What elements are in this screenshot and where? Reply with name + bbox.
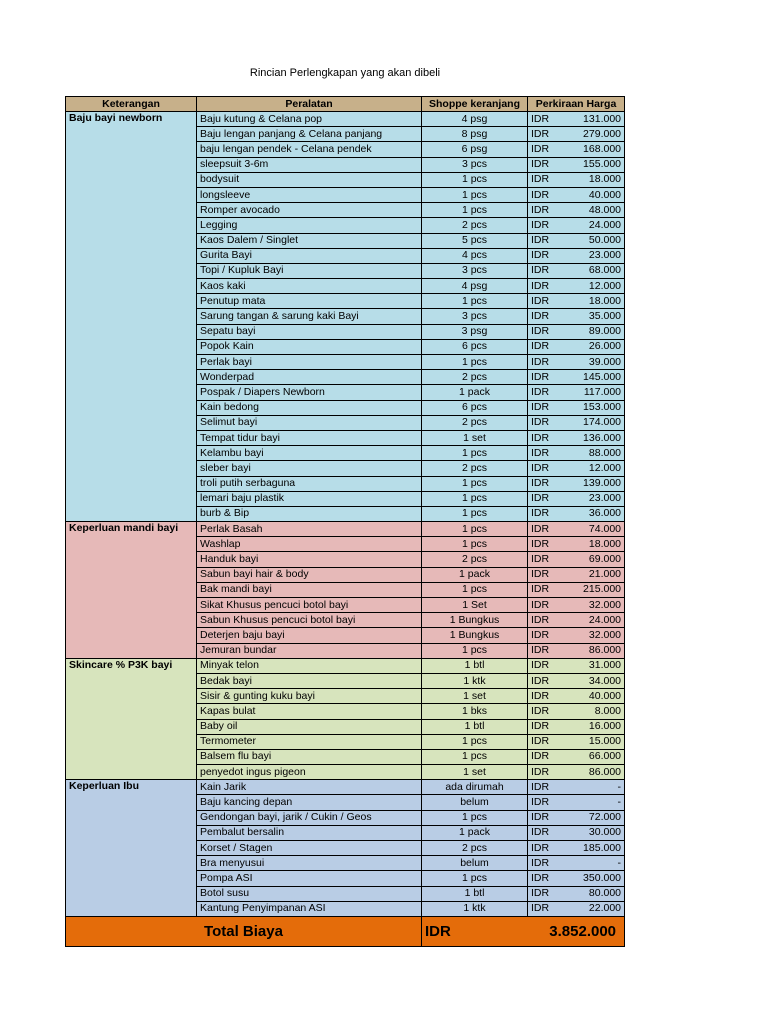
item-currency: IDR: [528, 886, 568, 901]
item-price: 40.000: [568, 187, 625, 202]
total-currency: IDR: [422, 916, 528, 946]
item-quantity: 1 Bungkus: [422, 613, 528, 628]
item-quantity: 1 set: [422, 765, 528, 780]
item-price: 12.000: [568, 461, 625, 476]
item-price: 50.000: [568, 233, 625, 248]
item-quantity: 1 pcs: [422, 810, 528, 825]
table-body: [66, 112, 625, 917]
item-quantity: 1 pack: [422, 567, 528, 582]
item-currency: IDR: [528, 537, 568, 552]
item-quantity: 1 pcs: [422, 643, 528, 658]
item-currency: IDR: [528, 294, 568, 309]
item-name: Kain bedong: [197, 400, 422, 415]
item-price: 32.000: [568, 628, 625, 643]
item-quantity: 1 bks: [422, 704, 528, 719]
item-quantity: 2 pcs: [422, 552, 528, 567]
total-label: Total Biaya: [66, 916, 422, 946]
item-price: 139.000: [568, 476, 625, 491]
item-quantity: 2 pcs: [422, 218, 528, 233]
item-price: 131.000: [568, 112, 625, 127]
item-currency: IDR: [528, 187, 568, 202]
item-quantity: 5 pcs: [422, 233, 528, 248]
item-quantity: 1 pcs: [422, 522, 528, 537]
item-quantity: 1 pcs: [422, 172, 528, 187]
item-name: Gurita Bayi: [197, 248, 422, 263]
header-row: [66, 97, 625, 112]
item-quantity: 1 pcs: [422, 734, 528, 749]
item-currency: IDR: [528, 613, 568, 628]
item-price: 18.000: [568, 294, 625, 309]
item-name: sleber bayi: [197, 461, 422, 476]
item-quantity: 4 psg: [422, 112, 528, 127]
item-quantity: 3 psg: [422, 324, 528, 339]
item-price: 86.000: [568, 765, 625, 780]
item-price: 117.000: [568, 385, 625, 400]
item-currency: IDR: [528, 218, 568, 233]
item-currency: IDR: [528, 780, 568, 795]
item-name: Topi / Kupluk Bayi: [197, 263, 422, 278]
table-row: [66, 658, 625, 673]
item-name: Bra menyusui: [197, 856, 422, 871]
item-name: Tempat tidur bayi: [197, 430, 422, 445]
item-quantity: 1 pcs: [422, 491, 528, 506]
item-quantity: 1 pack: [422, 825, 528, 840]
item-name: Selimut bayi: [197, 415, 422, 430]
item-currency: IDR: [528, 203, 568, 218]
item-quantity: 8 psg: [422, 127, 528, 142]
item-quantity: 2 pcs: [422, 841, 528, 856]
item-name: Baju kutung & Celana pop: [197, 112, 422, 127]
header-keterangan: Keterangan: [66, 97, 197, 112]
item-price: 350.000: [568, 871, 625, 886]
item-quantity: 1 pcs: [422, 476, 528, 491]
item-price: 12.000: [568, 279, 625, 294]
item-name: Kantung Penyimpanan ASI: [197, 901, 422, 916]
item-quantity: 4 pcs: [422, 248, 528, 263]
item-price: 168.000: [568, 142, 625, 157]
item-quantity: 1 Bungkus: [422, 628, 528, 643]
item-quantity: 1 pack: [422, 385, 528, 400]
item-quantity: 2 pcs: [422, 461, 528, 476]
item-currency: IDR: [528, 856, 568, 871]
item-price: 36.000: [568, 506, 625, 521]
item-price: 68.000: [568, 263, 625, 278]
item-currency: IDR: [528, 446, 568, 461]
item-price: 15.000: [568, 734, 625, 749]
item-currency: IDR: [528, 734, 568, 749]
item-currency: IDR: [528, 841, 568, 856]
item-price: 26.000: [568, 339, 625, 354]
header-harga: Perkiraan Harga: [528, 97, 625, 112]
section-category: Baju bayi newborn: [66, 112, 197, 522]
shopping-table: [65, 96, 625, 947]
item-price: 16.000: [568, 719, 625, 734]
item-currency: IDR: [528, 673, 568, 688]
item-name: Penutup mata: [197, 294, 422, 309]
item-name: burb & Bip: [197, 506, 422, 521]
item-price: 153.000: [568, 400, 625, 415]
item-name: Minyak telon: [197, 658, 422, 673]
item-price: 22.000: [568, 901, 625, 916]
item-currency: IDR: [528, 643, 568, 658]
item-name: Popok Kain: [197, 339, 422, 354]
item-price: 215.000: [568, 582, 625, 597]
item-price: 18.000: [568, 172, 625, 187]
item-name: Perlak bayi: [197, 355, 422, 370]
item-quantity: 1 pcs: [422, 506, 528, 521]
item-currency: IDR: [528, 370, 568, 385]
item-price: 24.000: [568, 218, 625, 233]
item-quantity: belum: [422, 856, 528, 871]
item-currency: IDR: [528, 765, 568, 780]
item-name: Termometer: [197, 734, 422, 749]
item-currency: IDR: [528, 324, 568, 339]
item-price: 21.000: [568, 567, 625, 582]
table-row: [66, 780, 625, 795]
item-price: 279.000: [568, 127, 625, 142]
item-name: Pospak / Diapers Newborn: [197, 385, 422, 400]
item-currency: IDR: [528, 112, 568, 127]
item-name: longsleeve: [197, 187, 422, 202]
item-currency: IDR: [528, 461, 568, 476]
item-currency: IDR: [528, 127, 568, 142]
item-name: Pompa ASI: [197, 871, 422, 886]
item-name: lemari baju plastik: [197, 491, 422, 506]
section-category: Skincare % P3K bayi: [66, 658, 197, 780]
item-price: -: [568, 856, 625, 871]
item-price: 80.000: [568, 886, 625, 901]
item-price: 174.000: [568, 415, 625, 430]
item-name: Baby oil: [197, 719, 422, 734]
item-price: 88.000: [568, 446, 625, 461]
item-quantity: 1 set: [422, 430, 528, 445]
item-price: 8.000: [568, 704, 625, 719]
document-title: Rincian Perlengkapan yang akan dibeli: [249, 67, 441, 79]
item-currency: IDR: [528, 248, 568, 263]
item-price: 72.000: [568, 810, 625, 825]
item-quantity: 6 pcs: [422, 400, 528, 415]
item-name: Kaos Dalem / Singlet: [197, 233, 422, 248]
item-name: Korset / Stagen: [197, 841, 422, 856]
item-name: Handuk bayi: [197, 552, 422, 567]
section-category: Keperluan Ibu: [66, 780, 197, 917]
item-name: Bedak bayi: [197, 673, 422, 688]
item-quantity: 1 btl: [422, 719, 528, 734]
item-name: Bak mandi bayi: [197, 582, 422, 597]
item-name: Deterjen baju bayi: [197, 628, 422, 643]
item-name: Balsem flu bayi: [197, 749, 422, 764]
item-quantity: 1 pcs: [422, 871, 528, 886]
item-currency: IDR: [528, 719, 568, 734]
item-currency: IDR: [528, 871, 568, 886]
item-quantity: 6 psg: [422, 142, 528, 157]
item-name: Sisir & gunting kuku bayi: [197, 689, 422, 704]
item-currency: IDR: [528, 598, 568, 613]
item-price: 39.000: [568, 355, 625, 370]
item-currency: IDR: [528, 339, 568, 354]
item-name: Kapas bulat: [197, 704, 422, 719]
item-currency: IDR: [528, 430, 568, 445]
item-price: 31.000: [568, 658, 625, 673]
item-currency: IDR: [528, 142, 568, 157]
item-name: Baju lengan panjang & Celana panjang: [197, 127, 422, 142]
item-price: 145.000: [568, 370, 625, 385]
item-name: sleepsuit 3-6m: [197, 157, 422, 172]
item-name: Sepatu bayi: [197, 324, 422, 339]
item-quantity: 1 pcs: [422, 187, 528, 202]
item-name: Sikat Khusus pencuci botol bayi: [197, 598, 422, 613]
item-price: 155.000: [568, 157, 625, 172]
item-price: 30.000: [568, 825, 625, 840]
item-price: 69.000: [568, 552, 625, 567]
item-currency: IDR: [528, 415, 568, 430]
item-name: troli putih serbaguna: [197, 476, 422, 491]
item-currency: IDR: [528, 704, 568, 719]
item-quantity: 1 Set: [422, 598, 528, 613]
item-name: Gendongan bayi, jarik / Cukin / Geos: [197, 810, 422, 825]
item-quantity: 3 pcs: [422, 309, 528, 324]
item-name: bodysuit: [197, 172, 422, 187]
item-name: penyedot ingus pigeon: [197, 765, 422, 780]
item-currency: IDR: [528, 385, 568, 400]
item-currency: IDR: [528, 628, 568, 643]
item-price: 24.000: [568, 613, 625, 628]
item-currency: IDR: [528, 309, 568, 324]
item-currency: IDR: [528, 901, 568, 916]
item-name: Botol susu: [197, 886, 422, 901]
item-name: Sarung tangan & sarung kaki Bayi: [197, 309, 422, 324]
item-name: Perlak Basah: [197, 522, 422, 537]
item-name: Pembalut bersalin: [197, 825, 422, 840]
item-price: 23.000: [568, 248, 625, 263]
item-name: Romper avocado: [197, 203, 422, 218]
item-price: 23.000: [568, 491, 625, 506]
total-amount: 3.852.000: [528, 916, 625, 946]
item-name: Kain Jarik: [197, 780, 422, 795]
item-currency: IDR: [528, 157, 568, 172]
item-quantity: 3 pcs: [422, 157, 528, 172]
item-currency: IDR: [528, 825, 568, 840]
item-price: 18.000: [568, 537, 625, 552]
item-quantity: 1 ktk: [422, 673, 528, 688]
table-row: [66, 522, 625, 537]
item-name: Jemuran bundar: [197, 643, 422, 658]
item-name: Kaos kaki: [197, 279, 422, 294]
item-currency: IDR: [528, 506, 568, 521]
item-currency: IDR: [528, 279, 568, 294]
item-quantity: 1 pcs: [422, 749, 528, 764]
item-quantity: ada dirumah: [422, 780, 528, 795]
item-currency: IDR: [528, 172, 568, 187]
header-peralatan: Peralatan: [197, 97, 422, 112]
item-name: Kelambu bayi: [197, 446, 422, 461]
item-currency: IDR: [528, 263, 568, 278]
item-name: Legging: [197, 218, 422, 233]
item-name: Sabun Khusus pencuci botol bayi: [197, 613, 422, 628]
item-quantity: 1 pcs: [422, 537, 528, 552]
item-currency: IDR: [528, 233, 568, 248]
item-price: 34.000: [568, 673, 625, 688]
section-category: Keperluan mandi bayi: [66, 522, 197, 659]
item-price: -: [568, 780, 625, 795]
total-row: [66, 916, 625, 946]
item-price: 48.000: [568, 203, 625, 218]
item-currency: IDR: [528, 400, 568, 415]
item-price: 136.000: [568, 430, 625, 445]
item-currency: IDR: [528, 476, 568, 491]
item-price: 74.000: [568, 522, 625, 537]
item-currency: IDR: [528, 749, 568, 764]
item-price: 32.000: [568, 598, 625, 613]
item-name: Wonderpad: [197, 370, 422, 385]
item-price: 86.000: [568, 643, 625, 658]
item-quantity: 6 pcs: [422, 339, 528, 354]
item-quantity: 1 pcs: [422, 203, 528, 218]
item-price: 35.000: [568, 309, 625, 324]
item-quantity: 1 pcs: [422, 582, 528, 597]
item-currency: IDR: [528, 552, 568, 567]
item-quantity: 1 btl: [422, 886, 528, 901]
item-price: 40.000: [568, 689, 625, 704]
item-price: 89.000: [568, 324, 625, 339]
item-price: 185.000: [568, 841, 625, 856]
item-quantity: belum: [422, 795, 528, 810]
item-currency: IDR: [528, 795, 568, 810]
item-quantity: 2 pcs: [422, 370, 528, 385]
item-currency: IDR: [528, 491, 568, 506]
item-name: Baju kancing depan: [197, 795, 422, 810]
item-quantity: 1 pcs: [422, 355, 528, 370]
item-currency: IDR: [528, 810, 568, 825]
item-quantity: 1 btl: [422, 658, 528, 673]
item-quantity: 1 pcs: [422, 446, 528, 461]
item-currency: IDR: [528, 567, 568, 582]
item-currency: IDR: [528, 355, 568, 370]
item-currency: IDR: [528, 522, 568, 537]
item-price: 66.000: [568, 749, 625, 764]
item-quantity: 3 pcs: [422, 263, 528, 278]
item-name: Sabun bayi hair & body: [197, 567, 422, 582]
item-quantity: 1 ktk: [422, 901, 528, 916]
item-currency: IDR: [528, 582, 568, 597]
item-quantity: 4 psg: [422, 279, 528, 294]
table-row: [66, 112, 625, 127]
item-price: -: [568, 795, 625, 810]
item-quantity: 1 set: [422, 689, 528, 704]
item-currency: IDR: [528, 658, 568, 673]
header-shoppe: Shoppe keranjang: [422, 97, 528, 112]
item-name: baju lengan pendek - Celana pendek: [197, 142, 422, 157]
item-currency: IDR: [528, 689, 568, 704]
item-quantity: 1 pcs: [422, 294, 528, 309]
item-quantity: 2 pcs: [422, 415, 528, 430]
item-name: Washlap: [197, 537, 422, 552]
